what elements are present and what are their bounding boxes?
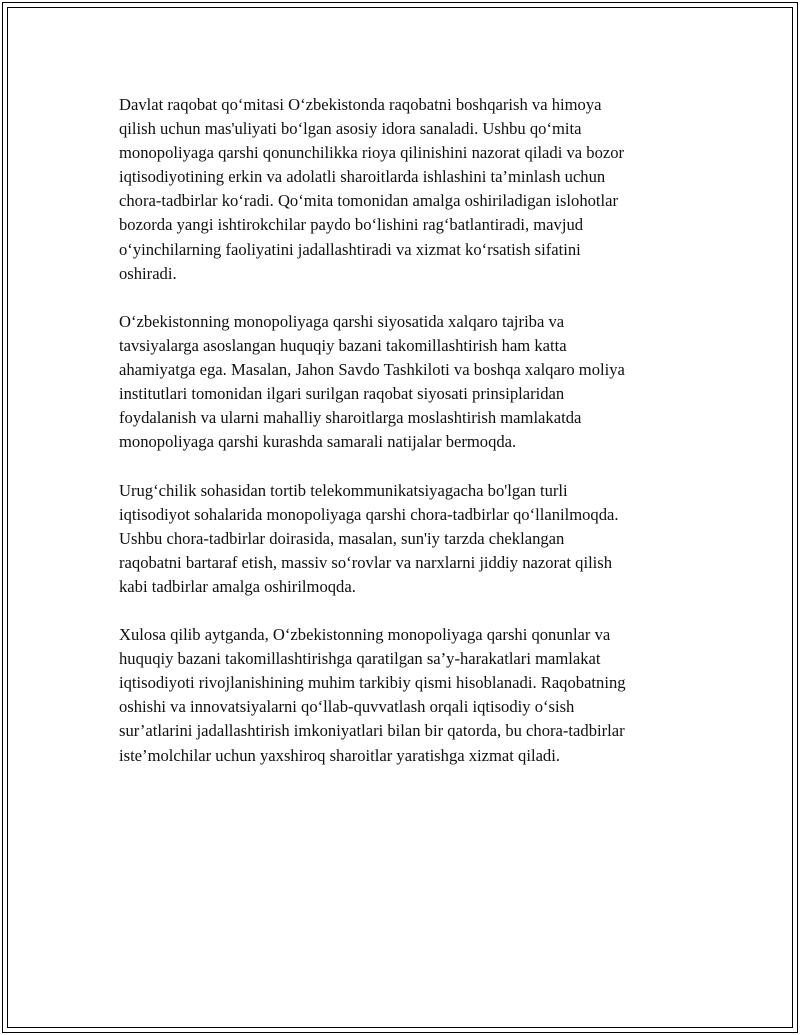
text-line: iqtisodiyot sohalarida monopoliyaga qarshi chora-tadbirlar qo‘llanilmoqda. bbox=[119, 504, 619, 524]
text-line: kabi tadbirlar amalga oshirilmoqda. bbox=[119, 576, 356, 596]
text-line: institutlari tomonidan ilgari surilgan raqobat siyosati prinsiplaridan bbox=[119, 384, 565, 404]
text-line: iqtisodiyotining erkin va adolatli sharoitlarda ishlashini ta’minlash uchun bbox=[119, 167, 606, 187]
text-line: iqtisodiyoti rivojlanishining muhim tarkibiy qismi hisoblanadi. Raqobatning bbox=[119, 673, 626, 693]
text-line: huquqiy bazani takomillashtirishga qaratilgan sa’y-harakatlari mamlakat bbox=[119, 649, 601, 669]
text-line: monopoliyaga qarshi kurashda samarali natijalar bermoqda. bbox=[119, 432, 517, 452]
text-line: foydalanish va ularni mahalliy sharoitlarga moslashtirish mamlakatda bbox=[119, 408, 582, 428]
paragraph-3 bbox=[119, 479, 689, 599]
text-line: Ushbu chora-tadbirlar doirasida, masalan, sun'iy tarzda cheklangan bbox=[119, 528, 565, 548]
text-line: sur’atlarini jadallashtirish imkoniyatlari bilan bir qatorda, bu chora-tadbirlar bbox=[119, 721, 625, 741]
text-line: monopoliyaga qarshi qonunchilikka rioya qilinishini nazorat qiladi va bozor bbox=[119, 143, 625, 163]
text-line: iste’molchilar uchun yaxshiroq sharoitlar yaratishga xizmat qiladi. bbox=[119, 745, 560, 765]
paragraph-2 bbox=[119, 310, 689, 455]
text-line: bozorda yangi ishtirokchilar paydo bo‘lishini rag‘batlantiradi, mavjud bbox=[119, 215, 584, 235]
paragraph-4 bbox=[119, 623, 689, 768]
text-line: O‘zbekistonning monopoliyaga qarshi siyosatida xalqaro tajriba va bbox=[119, 311, 565, 331]
paragraph-1 bbox=[119, 93, 689, 286]
text-line: oshishi va innovatsiyalarni qo‘llab-quvvatlash orqali iqtisodiy o‘sish bbox=[119, 697, 575, 717]
text-line: oshiradi. bbox=[119, 263, 177, 283]
text-line: o‘yinchilarning faoliyatini jadallashtiradi va xizmat ko‘rsatish sifatini bbox=[119, 239, 581, 259]
text-line: ahamiyatga ega. Masalan, Jahon Savdo Tashkiloti va boshqa xalqaro moliya bbox=[119, 360, 625, 380]
text-line: qilish uchun mas'uliyati bo‘lgan asosiy idora sanaladi. Ushbu qo‘mita bbox=[119, 119, 582, 139]
text-line: Xulosa qilib aytganda, O‘zbekistonning monopoliyaga qarshi qonunlar va bbox=[119, 625, 611, 645]
text-line: tavsiyalarga asoslangan huquqiy bazani takomillashtirish ham katta bbox=[119, 335, 567, 355]
text-line: chora-tadbirlar ko‘radi. Qo‘mita tomonidan amalga oshiriladigan islohotlar bbox=[119, 191, 619, 211]
text-line: raqobatni bartaraf etish, massiv so‘rovlar va narxlarni jiddiy nazorat qilish bbox=[119, 552, 613, 572]
text-line: Davlat raqobat qo‘mitasi O‘zbekistonda raqobatni boshqarish va himoya bbox=[119, 95, 602, 114]
text-line: Urug‘chilik sohasidan tortib telekommunikatsiyagacha bo'lgan turli bbox=[119, 480, 568, 500]
document-body bbox=[119, 93, 689, 792]
